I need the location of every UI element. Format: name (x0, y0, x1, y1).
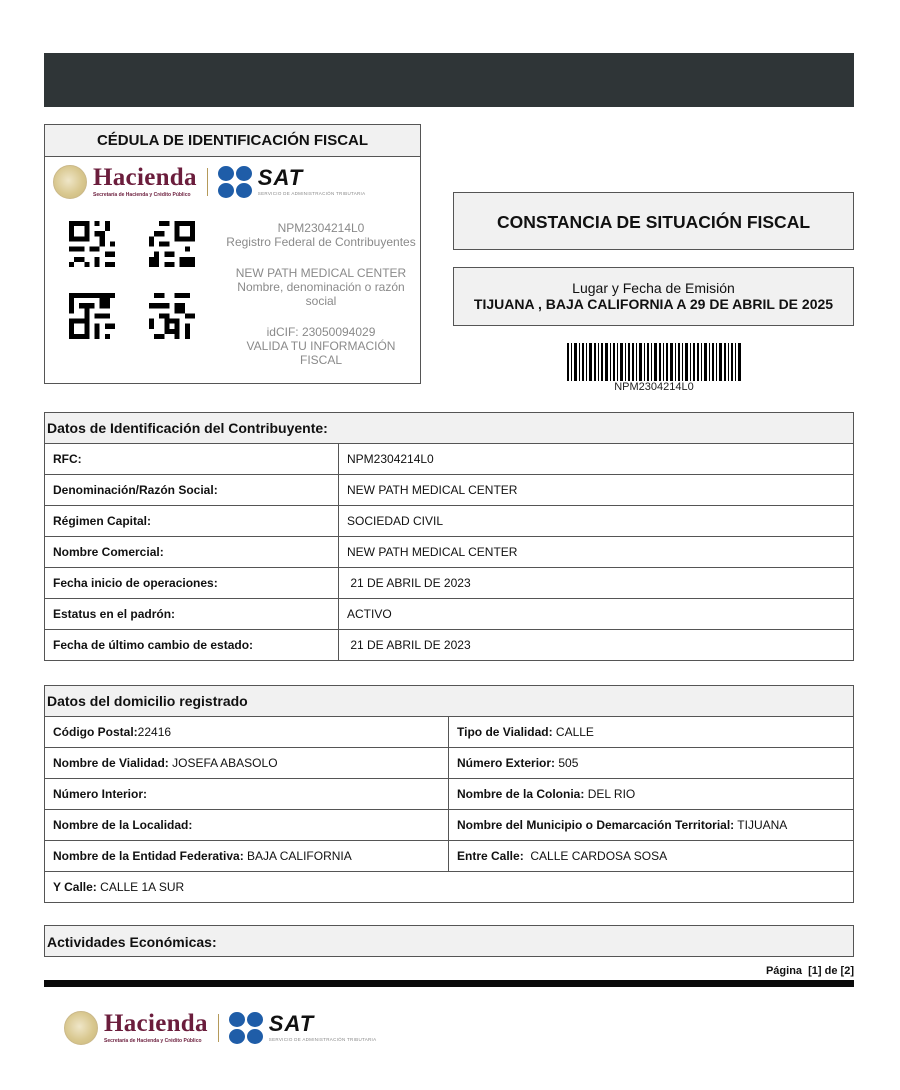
row-label: Régimen Capital: (45, 506, 339, 537)
row-label: RFC: (45, 444, 339, 475)
row-label: Fecha inicio de operaciones: (45, 568, 339, 599)
logos-footer (64, 1011, 376, 1045)
cedula-idcif: idCIF: 23050094029 (266, 325, 376, 339)
cedula-rfc-block (223, 221, 419, 249)
colonia-cell: Nombre de la Colonia: DEL RIO (449, 779, 854, 810)
domicilio-table (44, 685, 854, 903)
row-value: NEW PATH MEDICAL CENTER (339, 475, 854, 506)
table-row (45, 717, 854, 748)
cedula-name-block (223, 266, 419, 308)
identificacion-title: Datos de Identificación del Contribuyente: (45, 413, 854, 444)
codigo-postal-cell: Código Postal:22416 (45, 717, 449, 748)
sat-logo: SAT (257, 165, 304, 190)
logo-divider (207, 168, 208, 196)
sat-subtitle: SERVICIO DE ADMINISTRACIÓN TRIBUTARIA (257, 191, 366, 196)
sat-logo: SAT (268, 1011, 315, 1036)
table-row (45, 599, 854, 630)
hacienda-logo: Hacienda (93, 164, 197, 191)
cedula-idcif-block (233, 325, 409, 367)
qr-code-icon (69, 221, 115, 267)
header-bar (44, 53, 854, 107)
table-row (45, 537, 854, 568)
constancia-title: CONSTANCIA DE SITUACIÓN FISCAL (453, 192, 854, 250)
cedula-rfc-label: Registro Federal de Contribuyentes (226, 235, 416, 249)
qr-code-icon (69, 293, 115, 339)
row-value: 21 DE ABRIL DE 2023 (339, 630, 854, 661)
table-row (45, 841, 854, 872)
identificacion-table (44, 412, 854, 661)
domicilio-title: Datos del domicilio registrado (45, 686, 854, 717)
logos-header (53, 165, 365, 199)
qr-code-icon (149, 293, 195, 339)
localidad-cell: Nombre de la Localidad: (45, 810, 449, 841)
hacienda-subtitle: Secretaría de Hacienda y Crédito Público (104, 1038, 202, 1044)
hacienda-subtitle: Secretaría de Hacienda y Crédito Público (93, 192, 191, 198)
nombre-vialidad-cell: Nombre de Vialidad: JOSEFA ABASOLO (45, 748, 449, 779)
table-row (45, 779, 854, 810)
table-row (45, 506, 854, 537)
row-value: NEW PATH MEDICAL CENTER (339, 537, 854, 568)
row-label: Denominación/Razón Social: (45, 475, 339, 506)
sat-dots-icon (218, 166, 252, 198)
table-row (45, 810, 854, 841)
table-row (45, 475, 854, 506)
entre-calle-cell: Entre Calle: CALLE CARDOSA SOSA (449, 841, 854, 872)
row-value: 21 DE ABRIL DE 2023 (339, 568, 854, 599)
table-row (45, 630, 854, 661)
cedula-title: CÉDULA DE IDENTIFICACIÓN FISCAL (45, 125, 420, 157)
table-row (45, 444, 854, 475)
row-label: Estatus en el padrón: (45, 599, 339, 630)
hacienda-logo: Hacienda (104, 1010, 208, 1037)
table-row (45, 568, 854, 599)
actividades-title: Actividades Económicas: (44, 925, 854, 957)
tipo-vialidad-cell: Tipo de Vialidad: CALLE (449, 717, 854, 748)
row-value: ACTIVO (339, 599, 854, 630)
row-value: SOCIEDAD CIVIL (339, 506, 854, 537)
lugar-fecha-box (453, 267, 854, 326)
barcode-text: NPM2304214L0 (614, 381, 694, 393)
lugar-label: Lugar y Fecha de Emisión (572, 280, 735, 296)
mexico-seal-icon (53, 165, 87, 199)
page-indicator: Página [1] de [2] (765, 965, 854, 977)
row-value: NPM2304214L0 (339, 444, 854, 475)
qr-code-icon (149, 221, 195, 267)
row-label: Fecha de último cambio de estado: (45, 630, 339, 661)
numero-interior-cell: Número Interior: (45, 779, 449, 810)
footer-divider (44, 980, 854, 987)
cedula-rfc: NPM2304214L0 (277, 221, 365, 235)
mexico-seal-icon (64, 1011, 98, 1045)
cedula-valida-link[interactable]: VALIDA TU INFORMACIÓN FISCAL (246, 339, 396, 367)
barcode-icon (567, 343, 741, 381)
municipio-cell: Nombre del Municipio o Demarcación Territorial: TIJUANA (449, 810, 854, 841)
table-row (45, 872, 854, 903)
sat-subtitle: SERVICIO DE ADMINISTRACIÓN TRIBUTARIA (268, 1037, 377, 1042)
y-calle-cell: Y Calle: CALLE 1A SUR (45, 872, 854, 903)
entidad-federativa-cell: Nombre de la Entidad Federativa: BAJA CALIFORNIA (45, 841, 449, 872)
logo-divider (218, 1014, 219, 1042)
cedula-name: NEW PATH MEDICAL CENTER (235, 266, 407, 280)
cedula-card (44, 124, 421, 384)
table-row (45, 748, 854, 779)
numero-exterior-cell: Número Exterior: 505 (449, 748, 854, 779)
cedula-name-label: Nombre, denominación o razón social (237, 280, 405, 308)
row-label: Nombre Comercial: (45, 537, 339, 568)
lugar-value: TIJUANA , BAJA CALIFORNIA A 29 DE ABRIL DE 2025 (473, 296, 834, 312)
sat-dots-icon (229, 1012, 263, 1044)
